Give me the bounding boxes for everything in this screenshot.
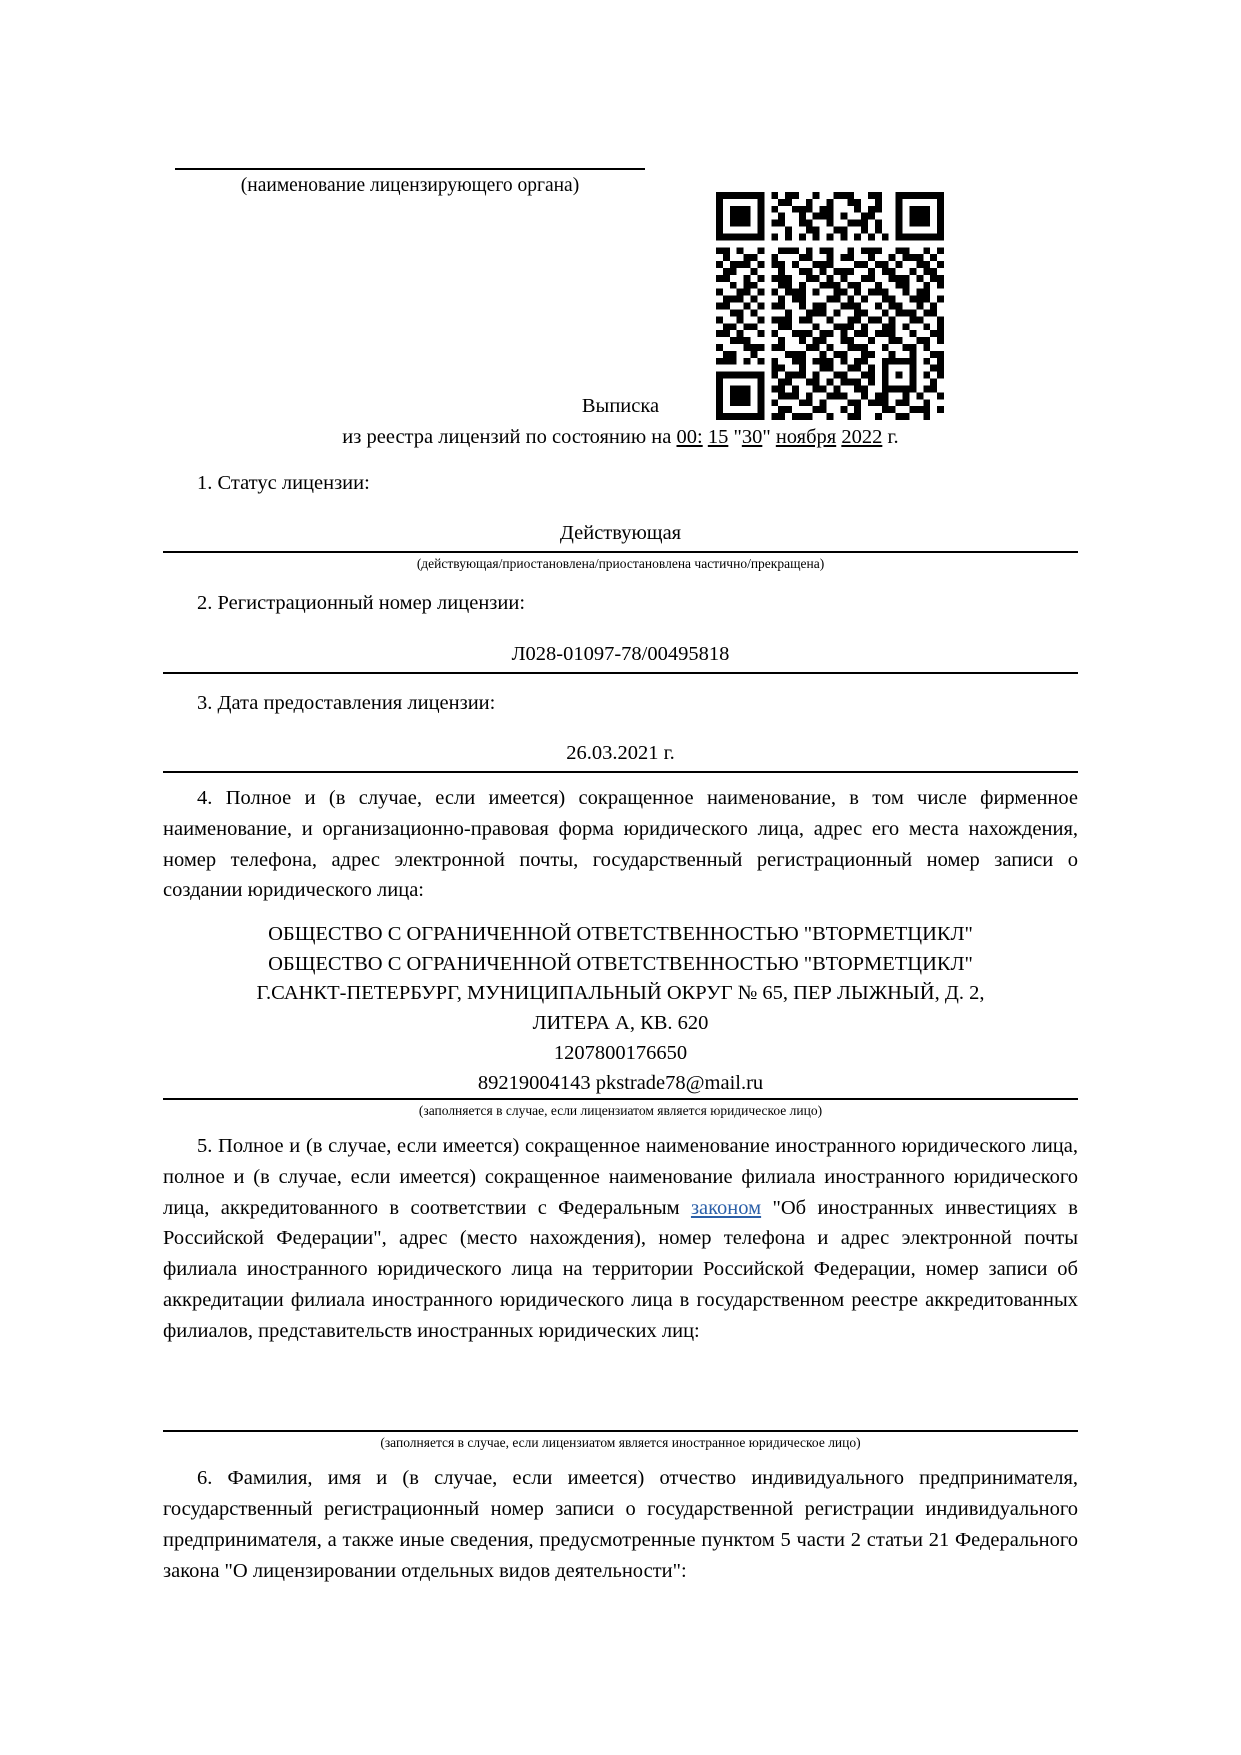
section-foreign-entity (163, 1131, 1078, 1453)
section-5-text-part-1: 5. Полное и (в случае, если имеется) сокращенное наименование иностранного юридического лица, полное и (в случае, если имеется) сокращенное наименование филиала иностранного юридического лица, аккредитованного в соответствии с Федеральным (163, 1135, 1078, 1219)
section-5-text (163, 1131, 1078, 1346)
section-license-status (163, 468, 1078, 574)
page-title: Выписка (581, 395, 660, 418)
section-4-text: 4. Полное и (в случае, если имеется) сокращенное наименование, в том числе фирменное наименование, и организационно-правовая форма юридического лица, адрес его места нахождения, номер телефона, адрес электронной почты, государственный регистрационный номер записи о создании юридического лица: (163, 787, 1078, 902)
document-content (163, 0, 1078, 1586)
license-status-value: Действующая (559, 522, 682, 545)
section-6-text: 6. Фамилия, имя и (в случае, если имеется) отчество индивидуального предпринимателя, государственный регистрационный номер записи о государственной регистрации индивидуального предпринимателя, а также иные сведения, предусмотренные пунктом 5 части 2 статьи 21 Федерального закона "О лицензировании отдельных видов деятельности": (163, 1467, 1078, 1582)
section-3-label: 3. Дата предоставления лицензии: (197, 691, 496, 714)
subtitle-suffix: г. (882, 426, 899, 449)
section-5-empty-space (163, 1346, 1078, 1430)
day-quote-open: " (733, 426, 742, 449)
document-title-block (163, 391, 1078, 453)
section-4-caption: (заполняется в случае, если лицензиатом является юридическое лицо) (418, 1103, 823, 1119)
section-3-rule (163, 771, 1078, 773)
issue-date-value: 26.03.2021 г. (566, 742, 675, 765)
section-1-label: 1. Статус лицензии: (197, 471, 370, 494)
month-value: ноября (775, 426, 837, 449)
day-value: 30 (741, 426, 763, 449)
section-registration-number (163, 588, 1078, 674)
entity-address-line-2: ЛИТЕРА А, КВ. 620 (532, 1012, 709, 1035)
section-2-rule (163, 672, 1078, 674)
section-1-caption: (действующая/приостановлена/приостановлена частично/прекращена) (416, 556, 825, 572)
time-minutes: 15 (707, 426, 729, 449)
entity-address-line-1: Г.САНКТ-ПЕТЕРБУРГ, МУНИЦИПАЛЬНЫЙ ОКРУГ № 65, ПЕР ЛЫЖНЫЙ, Д. 2, (256, 982, 985, 1005)
entity-ogrn: 1207800176650 (553, 1041, 688, 1064)
licensing-authority-caption: (наименование лицензирующего органа) (240, 175, 580, 196)
day-quote-close: " (762, 426, 771, 449)
entity-full-name: ОБЩЕСТВО С ОГРАНИЧЕННОЙ ОТВЕТСТВЕННОСТЬЮ "ВТОРМЕТЦИКЛ" (268, 923, 973, 946)
section-individual-entrepreneur (163, 1463, 1078, 1586)
time-hours: 00: (676, 426, 703, 449)
licensing-authority-block (163, 168, 1078, 199)
section-5-caption: (заполняется в случае, если лицензиатом является иностранное юридическое лицо) (380, 1435, 861, 1451)
legal-entity-details (163, 920, 1078, 1098)
subtitle-prefix: из реестра лицензий по состоянию на (342, 426, 677, 449)
federal-law-link[interactable]: законом (690, 1196, 762, 1219)
entity-contacts: 89219004143 pkstrade78@mail.ru (477, 1071, 764, 1094)
section-issue-date (163, 688, 1078, 774)
year-value: 2022 (841, 426, 883, 449)
section-2-label: 2. Регистрационный номер лицензии: (197, 592, 526, 615)
section-legal-entity (163, 783, 1078, 1121)
entity-short-name: ОБЩЕСТВО С ОГРАНИЧЕННОЙ ОТВЕТСТВЕННОСТЬЮ "ВТОРМЕТЦИКЛ" (268, 952, 973, 975)
registration-number-value: Л028-01097-78/00495818 (511, 642, 730, 665)
document-subtitle (163, 422, 1078, 453)
section-5-text-part-2: "Об иностранных инвестициях в Российской Федерации", адрес (место нахождения), номер телефона и адрес электронной почты филиала иностранного юридического лица на территории Российской Федерации, номер записи об аккредитации филиала иностранного юридического лица в государственном реестре аккредитованных филиалов, представительств иностранных юридических лиц: (163, 1196, 1078, 1342)
